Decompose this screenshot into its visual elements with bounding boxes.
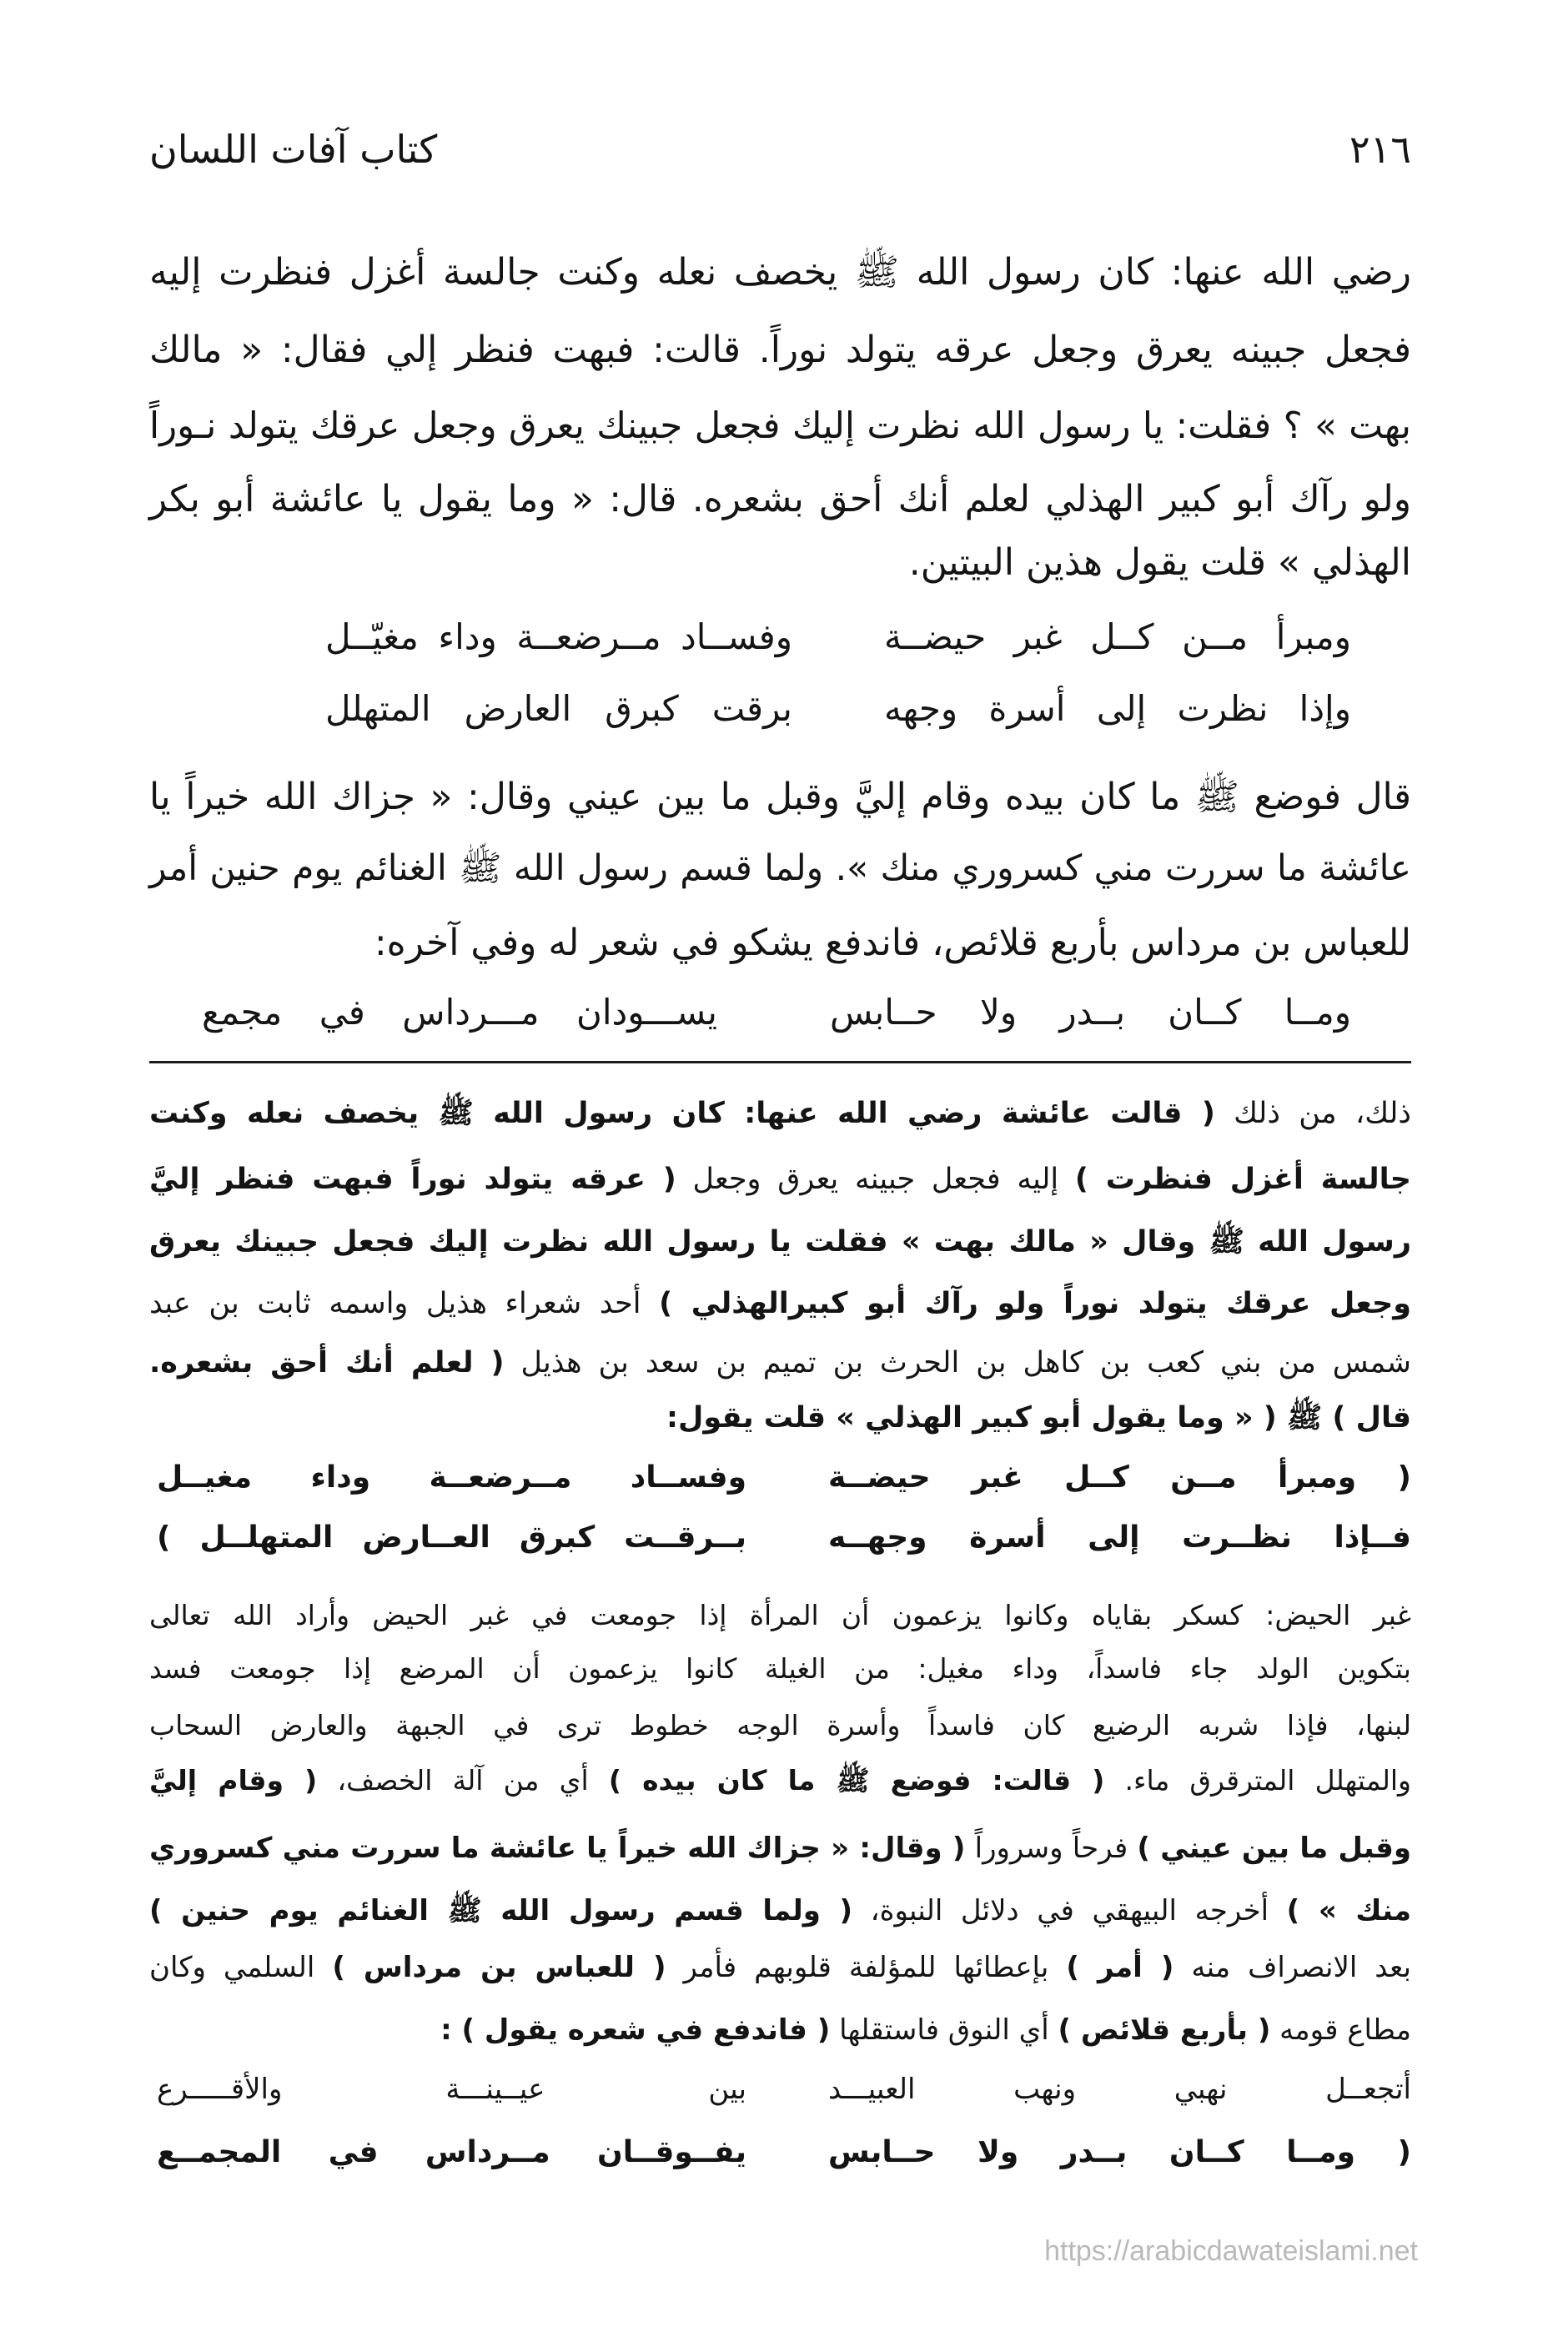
book-title: كتاب آفات اللسان (149, 127, 438, 172)
commentary-line (149, 1396, 1411, 1440)
bold-text-segment: ( عرقه يتولد نوراً فبهت فنظر إليَّ (149, 1163, 676, 1196)
text-segment: والمتهلل المترقرق ماء. (1104, 1764, 1411, 1797)
commentary-line (149, 1282, 1411, 1325)
commentary-line (149, 1158, 1411, 1201)
verse-first-hemistich: ( ومــا كــان بــدر ولا حــابس (828, 2135, 1411, 2169)
bold-text-segment: ( قالت عائشة رضي الله عنها: كان رسول الله ﷺ يخصف نعله وكنت (149, 1097, 1215, 1130)
watermark-url: https://arabicdawateislami.net (1044, 2235, 1418, 2267)
bold-text-segment: ( بأربع قلائص ) (1058, 2013, 1271, 2047)
bold-text-segment: ( وقال: « جزاك الله خيراً يا عائشة ما سررت مني كسروري (149, 1832, 966, 1865)
text-segment: أي النوق فاستقلها (830, 2013, 1058, 2047)
bold-text-segment: ( ولما قسم رسول الله ﷺ الغنائم يوم حنين ) (149, 1894, 853, 1927)
commentary-line (149, 1092, 1411, 1135)
verse-second-hemistich: يفــوقــان مــرداس في المجمــع (157, 2135, 746, 2169)
verse-first-hemistich: ومبرأ مــن كــل غبر حيضــة (884, 616, 1351, 657)
commentary-line (149, 1220, 1411, 1264)
commentary-line (149, 2009, 1411, 2051)
main-text-line: عائشة ما سررت مني كسروري منك ». ولما قسم رسول الله ﷺ الغنائم يوم حنين أمر (149, 848, 1411, 889)
main-text-line: الهذلي » قلت يقول هذين البيتين. (908, 541, 1411, 584)
verse-first-hemistich: ومــا كــان بــدر ولا حــابس (830, 992, 1351, 1033)
bold-text-segment: ( للعباس بن مرداس ) (332, 1951, 666, 1984)
bold-text-segment: رسول الله ﷺ وقال « مالك بهت » فقلت يا رسول الله نظرت إليك فجعل جبينك يعرق (149, 1225, 1411, 1259)
bold-text-segment: ( أمر ) (1066, 1951, 1174, 1984)
verse-second-hemistich: برقت كبرق العارض المتهلل (325, 688, 792, 729)
main-text-line: قال فوضع ﷺ ما كان بيده وقام إليَّ وقبل ما بين عيني وقال: « جزاك الله خيراً يا (149, 776, 1411, 818)
commentary-line (149, 1705, 1411, 1746)
commentary-line (149, 1648, 1411, 1690)
verse-second-hemistich: بين عيــينـــة والأقـــــرع (157, 2073, 746, 2106)
text-segment: غبر الحيض: كسكر بقاياه وكانوا يزعمون أن المرأة إذا جومعت في غبر الحيض وأراد الله تعالى (149, 1599, 1411, 1631)
footnote-separator (149, 1061, 1411, 1063)
main-text-line: رضي الله عنها: كان رسول الله ﷺ يخصف نعله وكنت جالسة أغزل فنظرت إليه (149, 251, 1411, 294)
bold-text-segment: منك » ) (1286, 1894, 1411, 1927)
verse-first-hemistich: فــإذا نظــرت إلى أسرة وجهــه (828, 1520, 1411, 1555)
main-text-line: ولو رآك أبو كبير الهذلي لعلم أنك أحق بشعره. قال: « وما يقول يا عائشة أبو بكر (149, 478, 1411, 520)
text-segment: أحد شعراء هذيل واسمه ثابت بن عبد (149, 1287, 660, 1320)
bold-text-segment: ( قالت: فوضع ﷺ ما كان بيده ) (608, 1764, 1105, 1797)
text-segment: إليه فجعل جبينه يعرق وجعل (676, 1163, 1075, 1196)
verse-second-hemistich: بــرقــت كبرق العــارض المتهلــل ) (157, 1520, 746, 1555)
text-segment: شمس من بني كعب بن كاهل بن الحرث بن تميم بن سعد بن هذيل (504, 1346, 1411, 1380)
commentary-line (149, 1760, 1411, 1802)
page-number: ٢١٦ (1349, 127, 1411, 172)
main-text-line: بهت » ؟ فقلت: يا رسول الله نظرت إليك فجعل جبينك يعرق وجعل عرقك يتولد نـوراً (149, 405, 1411, 447)
bold-text-segment: وقبل ما بين عيني ) (1137, 1832, 1412, 1865)
text-segment: مطاع قومه (1270, 2013, 1411, 2047)
verse-first-hemistich: ( ومبرأ مــن كــل غبر حيضــة (828, 1460, 1411, 1495)
text-segment: بعد الانصراف منه (1173, 1951, 1412, 1984)
verse-first-hemistich: وإذا نظرت إلى أسرة وجهه (884, 688, 1351, 729)
text-segment: ذلك، من ذلك (1214, 1097, 1411, 1130)
text-segment: السلمي وكان (149, 1951, 333, 1984)
commentary-line (149, 1827, 1411, 1869)
text-segment: لبنها، فإذا شربه الرضيع كان فاسداً وأسرة الوجه خطوط ترى في الجبهة والعارض السحاب (149, 1709, 1411, 1741)
text-segment: بإعطائها للمؤلفة قلوبهم فأمر (666, 1951, 1067, 1984)
bold-text-segment: جالسة أغزل فنظرت ) (1074, 1163, 1411, 1196)
commentary-line (149, 1341, 1411, 1385)
verse-first-hemistich: أتجعــل نهبي ونهب العبيـــد (828, 2073, 1411, 2106)
text-segment: أي من آلة الخصف، (317, 1764, 609, 1797)
text-segment: بتكوين الولد جاء فاسداً، وداء مغيل: من الغيلة كانوا يزعمون أن المرضع إذا جومعت فسد (149, 1652, 1411, 1685)
bold-text-segment: ( وقام إليَّ (149, 1764, 318, 1797)
bold-text-segment: ( لعلم أنك أحق بشعره. (149, 1346, 505, 1380)
commentary-line (149, 1595, 1411, 1636)
bold-text-segment: ( فاندفع في شعره يقول ) : (440, 2013, 831, 2047)
text-segment: فرحاً وسروراً (965, 1832, 1138, 1865)
text-segment: أخرجه البيهقي في دلائل النبوة، (852, 1894, 1287, 1927)
main-text-line: فجعل جبينه يعرق وجعل عرقه يتولد نوراً. قالت: فبهت فنظر إلي فقال: « مالك (149, 329, 1411, 371)
commentary-line (149, 1890, 1411, 1932)
verse-second-hemistich: وفســاد مــرضعــة وداء مغيــل (157, 1460, 746, 1495)
main-text-line: للعباس بن مرداس بأربع قلائص، فاندفع يشكو في شعر له وفي آخره: (374, 922, 1411, 964)
verse-second-hemistich: يســـودان مـــرداس في مجمع (202, 992, 717, 1033)
commentary-line (149, 1947, 1411, 1988)
verse-second-hemistich: وفســاد مــرضعــة وداء مغيّــل (325, 616, 792, 657)
bold-text-segment: وجعل عرقك يتولد نوراً ولو رآك أبو كبيرالهذلي ) (659, 1287, 1411, 1320)
bold-text-segment: قال ) ﷺ ( « وما يقول أبو كبير الهذلي » قلت يقول: (666, 1401, 1411, 1435)
